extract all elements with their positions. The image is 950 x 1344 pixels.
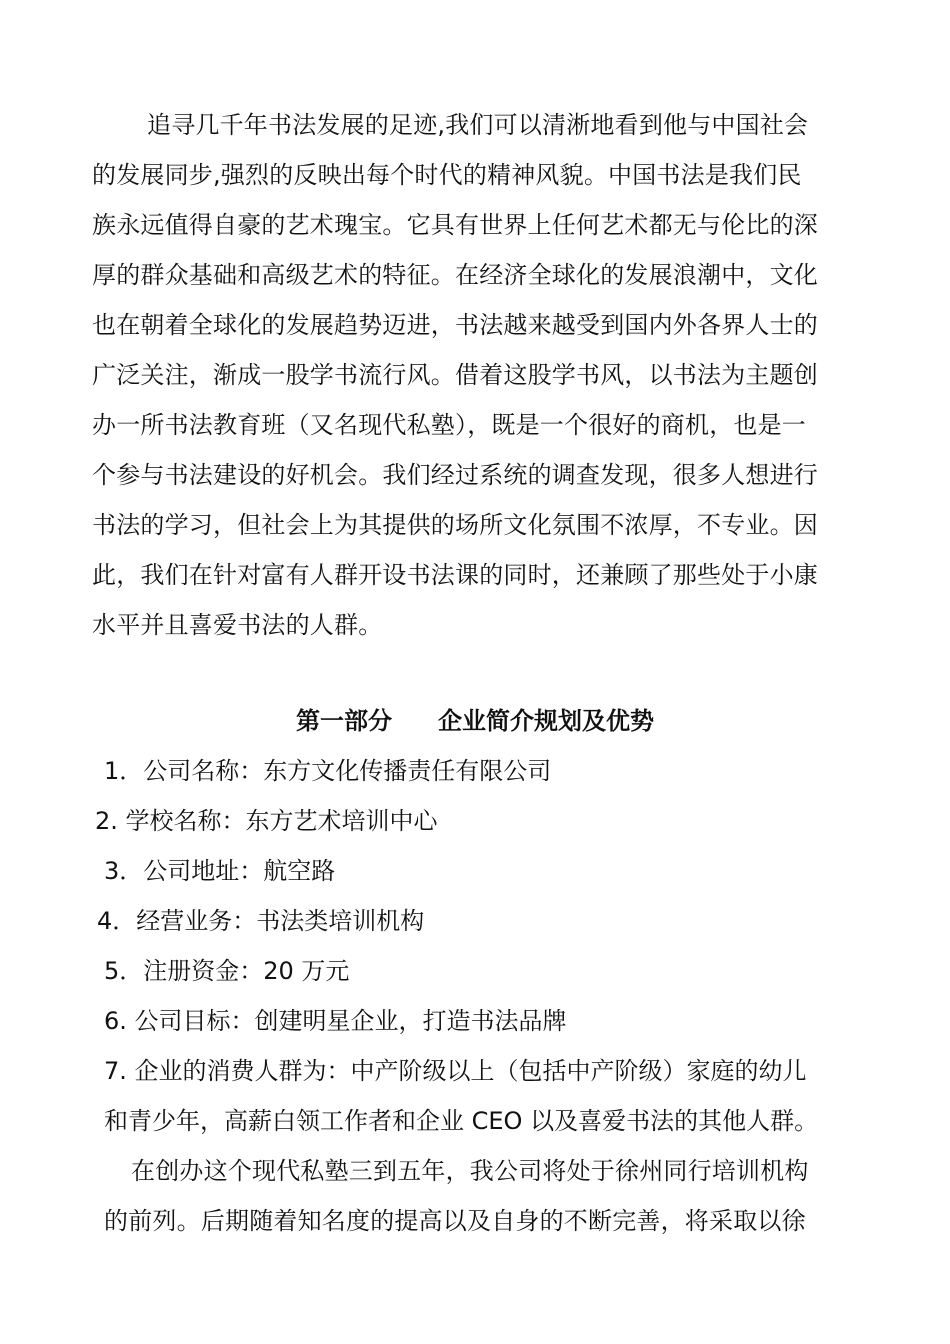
intro-line-10: 此，我们在针对富有人群开设书法课的同时，还兼顾了那些处于小康	[92, 561, 818, 589]
company-info-item-7: 7. 企业的消费人群为：中产阶级以上（包括中产阶级）家庭的幼儿	[104, 1057, 807, 1085]
company-info-item-1: 1．公司名称：东方文化传播责任有限公司	[104, 757, 552, 785]
intro-line-8: 个参与书法建设的好机会。我们经过系统的调查发现，很多人想进行	[92, 461, 818, 489]
company-info-item-7-continued: 和青少年，高薪白领工作者和企业 CEO 以及喜爱书法的其他人群。	[104, 1107, 819, 1135]
intro-line-1: 追寻几千年书法发展的足迹,我们可以清淅地看到他与中国社会	[147, 111, 809, 139]
company-info-item-5: 5．注册资金：20 万元	[104, 957, 350, 985]
company-info-item-6: 6. 公司目标：创建明星企业，打造书法品牌	[104, 1007, 567, 1035]
intro-line-3: 族永远值得自豪的艺术瑰宝。它具有世界上任何艺术都无与伦比的深	[92, 211, 818, 239]
intro-line-6: 广泛关注，渐成一股学书流行风。借着这股学书风，以书法为主题创	[92, 361, 818, 389]
intro-line-7: 办一所书法教育班（又名现代私塾），既是一个很好的商机，也是一	[92, 411, 806, 439]
intro-line-9: 书法的学习，但社会上为其提供的场所文化氛围不浓厚，不专业。因	[92, 511, 818, 539]
intro-line-2: 的发展同步,强烈的反映出每个时代的精神风貌。中国书法是我们民	[92, 161, 802, 189]
intro-line-11: 水平并且喜爱书法的人群。	[92, 611, 383, 639]
section-title: 企业简介规划及优势	[438, 707, 654, 735]
company-info-item-3: 3．公司地址：航空路	[104, 857, 336, 885]
section-heading	[0, 704, 950, 738]
closing-line-2: 的前列。后期随着知名度的提高以及自身的不断完善，将采取以徐	[104, 1207, 806, 1235]
closing-line-1: 在创办这个现代私塾三到五年，我公司将处于徐州同行培训机构	[131, 1157, 809, 1185]
section-part-label: 第一部分	[296, 707, 392, 735]
intro-line-4: 厚的群众基础和高级艺术的特征。在经济全球化的发展浪潮中，文化	[92, 261, 818, 289]
company-info-item-2: 2. 学校名称：东方艺术培训中心	[95, 807, 438, 835]
intro-line-5: 也在朝着全球化的发展趋势迈进，书法越来越受到国内外各界人士的	[92, 311, 818, 339]
company-info-item-4: 4．经营业务：书法类培训机构	[97, 907, 425, 935]
